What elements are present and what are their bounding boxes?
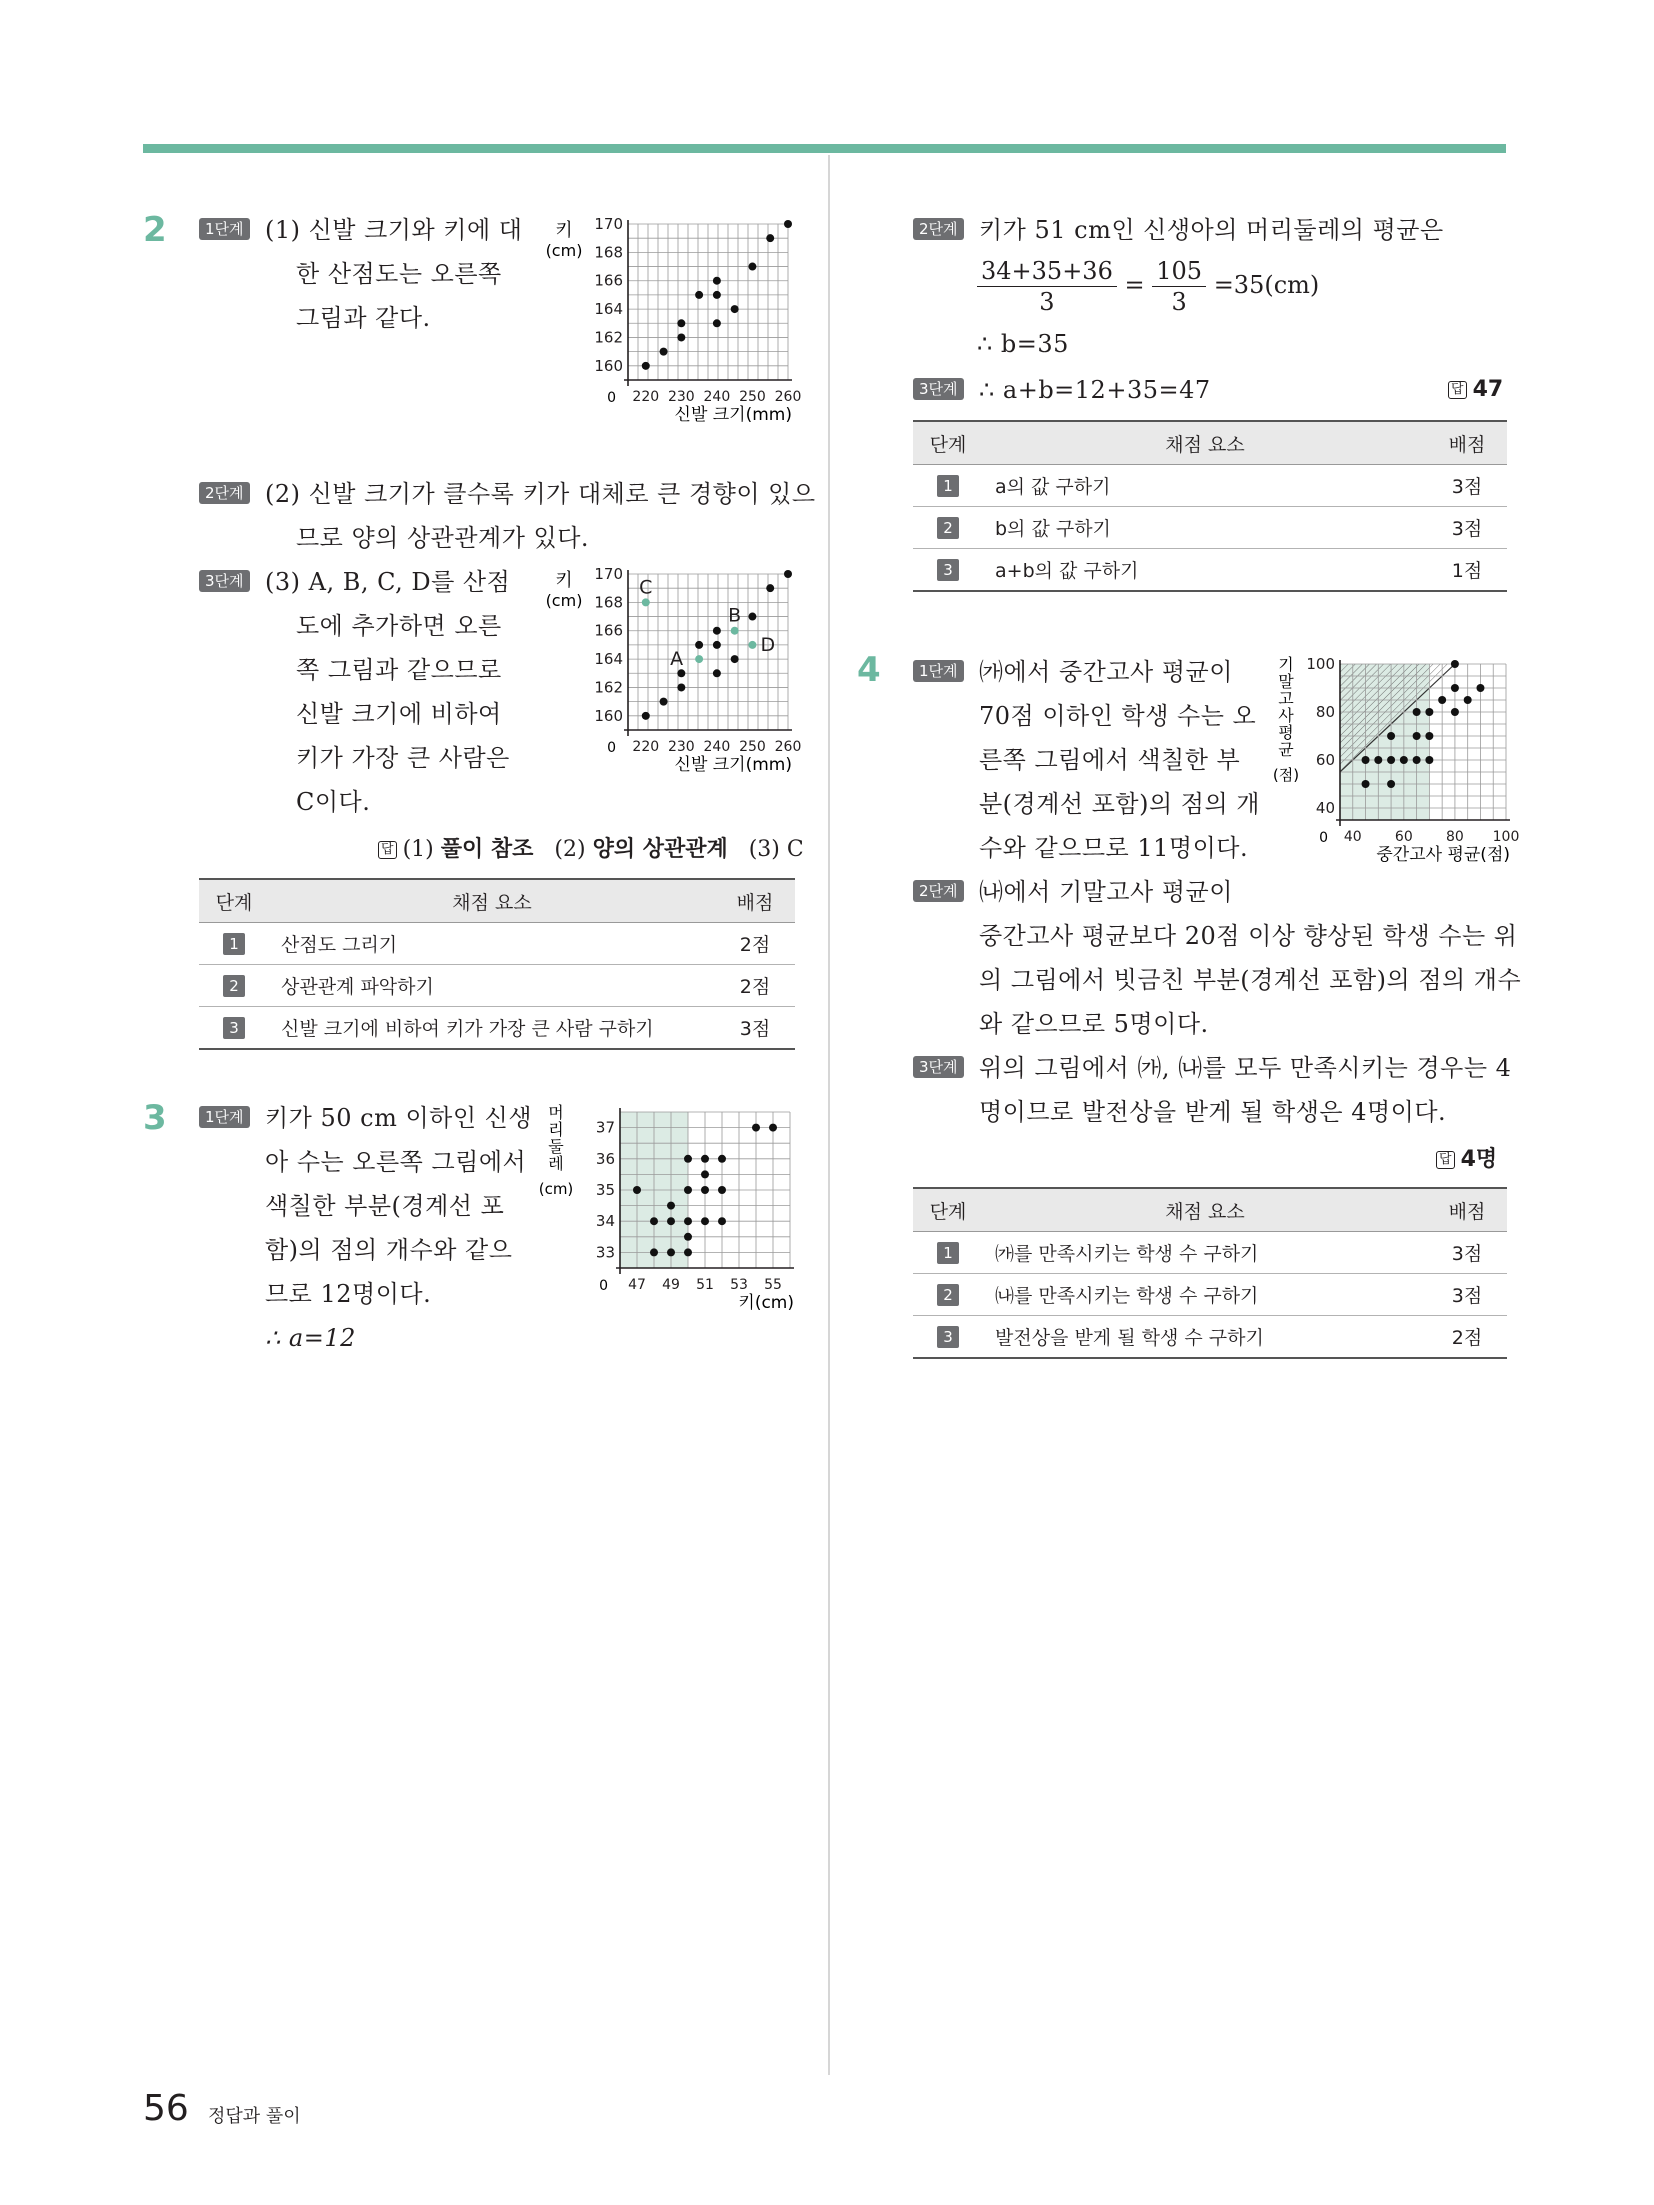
table-header-row [913, 1188, 1507, 1232]
q4-step1-line: 분(경계선 포함)의 점의 개 [979, 790, 1260, 818]
row-number: 2 [937, 517, 959, 539]
q2-step3-line: 쪽 그림과 같으므로 [296, 656, 502, 684]
origin-label: 0 [607, 740, 616, 756]
y-tick-label: 170 [594, 565, 623, 583]
y-tick-label: 80 [1315, 703, 1335, 721]
data-point [695, 291, 703, 299]
data-point [695, 641, 703, 649]
table-row [913, 549, 1507, 592]
table-cell: ㈎를 만족시키는 학생 수 구하기 [983, 1232, 1427, 1274]
x-tick-label: 100 [1492, 829, 1520, 845]
row-number: 3 [223, 1017, 245, 1039]
table-row [199, 923, 795, 965]
data-point [1425, 732, 1433, 740]
table-cell: 상관관계 파악하기 [269, 965, 715, 1007]
q2-step3-line: 도에 추가하면 오른 [296, 612, 502, 640]
data-point [1464, 696, 1472, 704]
table-header: 배점 [1427, 1188, 1507, 1232]
y-axis-label: 키 [555, 570, 573, 591]
q2-step1-line: (1) 신발 크기와 키에 대 [265, 216, 523, 244]
data-point [1362, 780, 1370, 788]
row-number: 2 [937, 1284, 959, 1306]
y-tick-label: 34 [595, 1212, 615, 1231]
q3-step2-line: 키가 51 cm인 신생아의 머리둘레의 평균은 [979, 216, 1444, 244]
data-point [1438, 696, 1446, 704]
q2-step2-line: 므로 양의 상관관계가 있다. [296, 524, 590, 552]
row-number: 2 [223, 975, 245, 997]
q2-step3-line: (3) A, B, C, D를 산점 [265, 568, 511, 596]
table-cell: 3점 [1427, 507, 1507, 549]
row-number: 1 [223, 933, 245, 955]
data-point [701, 1186, 709, 1194]
data-point [713, 291, 721, 299]
data-point [667, 1202, 675, 1210]
x-tick-label: 230 [667, 739, 695, 755]
denominator: 3 [1039, 288, 1055, 316]
q3-step1-line: 므로 12명이다. [265, 1280, 432, 1308]
fraction [1152, 256, 1206, 317]
data-point [1413, 732, 1421, 740]
y-tick-label: 160 [594, 706, 623, 725]
data-point [784, 570, 792, 578]
q2-grading-table [199, 878, 795, 1050]
table-cell: 발전상을 받게 될 학생 수 구하기 [983, 1316, 1427, 1359]
q3-step2-line: ∴ b=35 [977, 330, 1069, 358]
table-cell: 1점 [1427, 549, 1507, 592]
table-header: 단계 [913, 1188, 983, 1232]
data-point [748, 263, 756, 271]
q4-step3-line: 위의 그림에서 ㈎, ㈏를 모두 만족시키는 경우는 4 [979, 1054, 1512, 1082]
q2-step3-line: 신발 크기에 비하여 [296, 700, 502, 728]
y-axis-unit: (cm) [538, 1180, 574, 1198]
data-point [718, 1217, 726, 1225]
y-tick-label: 40 [1315, 799, 1335, 817]
table-cell: a+b의 값 구하기 [983, 549, 1427, 592]
x-tick-label: 240 [703, 739, 731, 755]
data-point [1425, 756, 1433, 764]
y-tick-label: 166 [594, 621, 623, 640]
x-axis-label: 신발 크기(mm) [674, 405, 792, 425]
q2-step3-line: C이다. [296, 788, 371, 816]
data-point [642, 712, 650, 720]
x-tick-label: 260 [774, 739, 802, 755]
data-point [1400, 756, 1408, 764]
y-axis-label: 균 [1278, 740, 1294, 759]
table-row [199, 965, 795, 1007]
y-axis-unit: (cm) [545, 241, 583, 260]
step-badge: 2단계 [913, 880, 964, 902]
y-axis-label: 평 [1278, 723, 1294, 742]
data-point [684, 1233, 692, 1241]
scatter-chart-exam [1270, 650, 1520, 875]
x-tick-label: 250 [739, 739, 766, 755]
data-point [1413, 708, 1421, 716]
step-badge: 2단계 [913, 218, 964, 240]
table-header: 채점 요소 [983, 1188, 1427, 1232]
answer-part: (1) [402, 837, 434, 862]
x-tick-label: 60 [1394, 829, 1413, 845]
x-axis-label: 신발 크기(mm) [674, 755, 792, 775]
step-badge: 1단계 [199, 218, 250, 240]
data-point [731, 305, 739, 313]
table-header: 단계 [913, 421, 983, 465]
data-point [701, 1217, 709, 1225]
q3-step1-line: 색칠한 부분(경계선 포 [265, 1192, 505, 1220]
table-cell: 3점 [1427, 1232, 1507, 1274]
step-badge: 1단계 [199, 1106, 250, 1128]
answer-icon: 답 [378, 841, 397, 859]
data-point [677, 683, 685, 691]
data-point [748, 613, 756, 621]
y-axis-label: 말 [1278, 672, 1294, 691]
table-header-row [913, 421, 1507, 465]
q4-step1-line: 른쪽 그림에서 색칠한 부 [979, 746, 1241, 774]
data-point [718, 1155, 726, 1163]
data-point [1387, 756, 1395, 764]
q2-answer [378, 832, 804, 863]
data-point [660, 348, 668, 356]
x-tick-label: 80 [1446, 829, 1464, 845]
q4-step2-line: 와 같으므로 5명이다. [979, 1010, 1209, 1038]
table-cell: ㈏를 만족시키는 학생 수 구하기 [983, 1274, 1427, 1316]
q3-step3-line: ∴ a+b=12+35=47 [979, 376, 1211, 404]
data-point [650, 1217, 658, 1225]
table-cell: 신발 크기에 비하여 키가 가장 큰 사람 구하기 [269, 1007, 715, 1050]
data-point [677, 669, 685, 677]
table-header: 배점 [1427, 421, 1507, 465]
y-axis-label: 레 [548, 1154, 564, 1173]
data-point [677, 319, 685, 327]
x-tick-label: 40 [1343, 829, 1362, 845]
q4-step2-line: ㈏에서 기말고사 평균이 [979, 878, 1233, 906]
data-point [650, 1248, 658, 1256]
q2-step3-line: 키가 가장 큰 사람은 [296, 744, 510, 772]
answer-part: (3) C [748, 837, 804, 862]
answer-icon: 답 [1436, 1151, 1455, 1169]
table-row [913, 1274, 1507, 1316]
table-cell: 2점 [1427, 1316, 1507, 1359]
origin-label: 0 [1319, 830, 1328, 846]
data-point [667, 1217, 675, 1225]
x-tick-label: 250 [739, 389, 766, 405]
row-number: 3 [937, 1326, 959, 1348]
y-tick-label: 160 [594, 356, 623, 375]
x-tick-label: 240 [703, 389, 731, 405]
answer-part: 풀이 참조 [440, 837, 534, 862]
point-label: B [728, 604, 742, 627]
problem-number: 4 [857, 650, 881, 690]
scatter-chart-with-abcd [540, 560, 800, 810]
x-tick-label: 55 [764, 1277, 782, 1293]
table-cell: b의 값 구하기 [983, 507, 1427, 549]
answer-part: 양의 상관관계 [592, 837, 728, 862]
q3-answer [1448, 377, 1503, 402]
data-point [731, 655, 739, 663]
answer-value: 47 [1472, 377, 1504, 402]
x-axis-label: 중간고사 평균(점) [1376, 845, 1510, 865]
q4-step1-line: 수와 같으므로 11명이다. [979, 834, 1249, 862]
y-axis-label: 사 [1278, 706, 1294, 725]
denominator: 3 [1171, 288, 1187, 316]
table-row [913, 507, 1507, 549]
y-tick-label: 33 [595, 1243, 615, 1262]
data-point [1451, 684, 1459, 692]
y-tick-label: 100 [1306, 655, 1335, 673]
step-badge: 2단계 [199, 482, 250, 504]
data-point [1451, 660, 1459, 668]
highlight-point [642, 598, 650, 606]
data-point [769, 1124, 777, 1132]
x-tick-label: 49 [662, 1277, 680, 1293]
step-badge: 1단계 [913, 660, 964, 682]
data-point [766, 584, 774, 592]
page-number: 56 [143, 2088, 189, 2129]
data-point [1374, 756, 1382, 764]
y-axis-label: 머 [548, 1103, 564, 1122]
y-tick-label: 37 [595, 1118, 615, 1137]
data-point [718, 1186, 726, 1194]
step-badge: 3단계 [199, 570, 250, 592]
column-divider [828, 155, 830, 2075]
q4-step1-line: ㈎에서 중간고사 평균이 [979, 658, 1233, 686]
table-cell: 2점 [715, 965, 795, 1007]
data-point [677, 333, 685, 341]
problem-number: 2 [143, 210, 167, 250]
q3-fraction-equation [977, 256, 1319, 317]
x-tick-label: 220 [632, 739, 660, 755]
q3-step1-line: 키가 50 cm 이하인 신생 [265, 1104, 533, 1132]
top-accent-bar [143, 144, 1506, 153]
q3-grading-table [913, 420, 1507, 592]
data-point [660, 698, 668, 706]
q2-step2-line: (2) 신발 크기가 클수록 키가 대체로 큰 경향이 있으 [265, 480, 816, 508]
data-point [713, 669, 721, 677]
table-row [913, 1316, 1507, 1359]
data-point [766, 234, 774, 242]
y-axis-label: 키 [555, 220, 573, 241]
answer-part: (2) [554, 837, 586, 862]
data-point [684, 1155, 692, 1163]
data-point [752, 1124, 760, 1132]
scatter-chart-shoe-height [540, 210, 800, 460]
x-tick-label: 230 [667, 389, 695, 405]
table-row [913, 465, 1507, 507]
data-point [713, 319, 721, 327]
data-point [684, 1248, 692, 1256]
highlight-point [731, 627, 739, 635]
row-number: 3 [937, 559, 959, 581]
point-label: A [670, 648, 684, 671]
table-cell: 산점도 그리기 [269, 923, 715, 965]
x-tick-label: 260 [774, 389, 802, 405]
row-number: 1 [937, 475, 959, 497]
q4-grading-table [913, 1187, 1507, 1359]
q4-step3-line: 명이므로 발전상을 받게 될 학생은 4명이다. [979, 1098, 1447, 1126]
x-tick-label: 51 [696, 1277, 714, 1293]
y-tick-label: 166 [594, 271, 623, 290]
y-tick-label: 162 [594, 328, 623, 347]
point-label: C [639, 576, 653, 599]
data-point [713, 641, 721, 649]
data-point [1387, 732, 1395, 740]
y-tick-label: 162 [594, 678, 623, 697]
equals: = [1124, 271, 1145, 299]
y-tick-label: 36 [595, 1149, 615, 1168]
footer-title: 정답과 풀이 [208, 2106, 301, 2127]
highlight-point [748, 641, 756, 649]
y-tick-label: 164 [594, 300, 623, 319]
q3-step1-line: 아 수는 오른쪽 그림에서 [265, 1148, 527, 1176]
q2-step1-line: 그림과 같다. [296, 304, 431, 332]
data-point [633, 1186, 641, 1194]
q3-step1-line: ∴ a=12 [265, 1324, 356, 1352]
answer-icon: 답 [1448, 381, 1467, 399]
q3-step1-line: 함)의 점의 개수와 같으 [265, 1236, 513, 1264]
row-number: 1 [937, 1242, 959, 1264]
q4-step2-line: 중간고사 평균보다 20점 이상 향상된 학생 수는 위 [979, 922, 1518, 950]
table-row [199, 1007, 795, 1050]
table-header: 채점 요소 [983, 421, 1427, 465]
x-tick-label: 53 [730, 1277, 748, 1293]
data-point [1476, 684, 1484, 692]
numerator: 34+35+36 [977, 256, 1117, 287]
x-axis-label: 키(cm) [738, 1293, 794, 1313]
table-header: 배점 [715, 879, 795, 923]
highlight-point [695, 655, 703, 663]
q4-answer [1436, 1142, 1497, 1173]
y-axis-label: 고 [1278, 689, 1294, 708]
table-cell: 2점 [715, 923, 795, 965]
data-point [713, 277, 721, 285]
y-tick-label: 170 [594, 215, 623, 233]
y-axis-label: 둘 [548, 1137, 564, 1156]
data-point [667, 1248, 675, 1256]
table-row [913, 1232, 1507, 1274]
data-point [701, 1170, 709, 1178]
data-point [784, 220, 792, 228]
table-cell: 3점 [1427, 1274, 1507, 1316]
data-point [684, 1217, 692, 1225]
problem-number: 3 [143, 1098, 167, 1138]
y-axis-unit: (cm) [545, 591, 583, 610]
data-point [1413, 756, 1421, 764]
y-tick-label: 164 [594, 650, 623, 669]
y-tick-label: 35 [595, 1181, 615, 1199]
origin-label: 0 [607, 390, 616, 406]
y-axis-label: 기 [1278, 655, 1294, 674]
numerator: 105 [1152, 256, 1206, 287]
q4-step2-line: 의 그림에서 빗금친 부분(경계선 포함)의 점의 개수 [979, 966, 1522, 994]
table-header: 단계 [199, 879, 269, 923]
scatter-chart-newborn [540, 1098, 800, 1328]
y-axis-label: 리 [548, 1120, 564, 1139]
data-point [1387, 780, 1395, 788]
origin-label: 0 [599, 1278, 608, 1294]
fraction [977, 256, 1117, 317]
answer-value: 4명 [1460, 1147, 1498, 1172]
step-badge: 3단계 [913, 1056, 964, 1078]
table-header-row [199, 879, 795, 923]
y-axis-unit: (점) [1272, 766, 1300, 784]
table-header: 채점 요소 [269, 879, 715, 923]
x-tick-label: 47 [628, 1277, 646, 1293]
q4-step1-line: 70점 이하인 학생 수는 오 [979, 702, 1257, 730]
y-tick-label: 60 [1315, 751, 1335, 769]
data-point [684, 1186, 692, 1194]
y-tick-label: 168 [594, 593, 623, 612]
data-point [701, 1155, 709, 1163]
x-tick-label: 220 [632, 389, 660, 405]
table-cell: 3점 [1427, 465, 1507, 507]
step-badge: 3단계 [913, 378, 964, 400]
data-point [713, 627, 721, 635]
result: =35(cm) [1213, 271, 1320, 299]
data-point [642, 362, 650, 370]
y-tick-label: 168 [594, 243, 623, 262]
data-point [1451, 708, 1459, 716]
table-cell: a의 값 구하기 [983, 465, 1427, 507]
point-label: D [760, 633, 776, 656]
data-point [1362, 756, 1370, 764]
data-point [1425, 708, 1433, 716]
table-cell: 3점 [715, 1007, 795, 1050]
q2-step1-line: 한 산점도는 오른쪽 [296, 260, 502, 288]
